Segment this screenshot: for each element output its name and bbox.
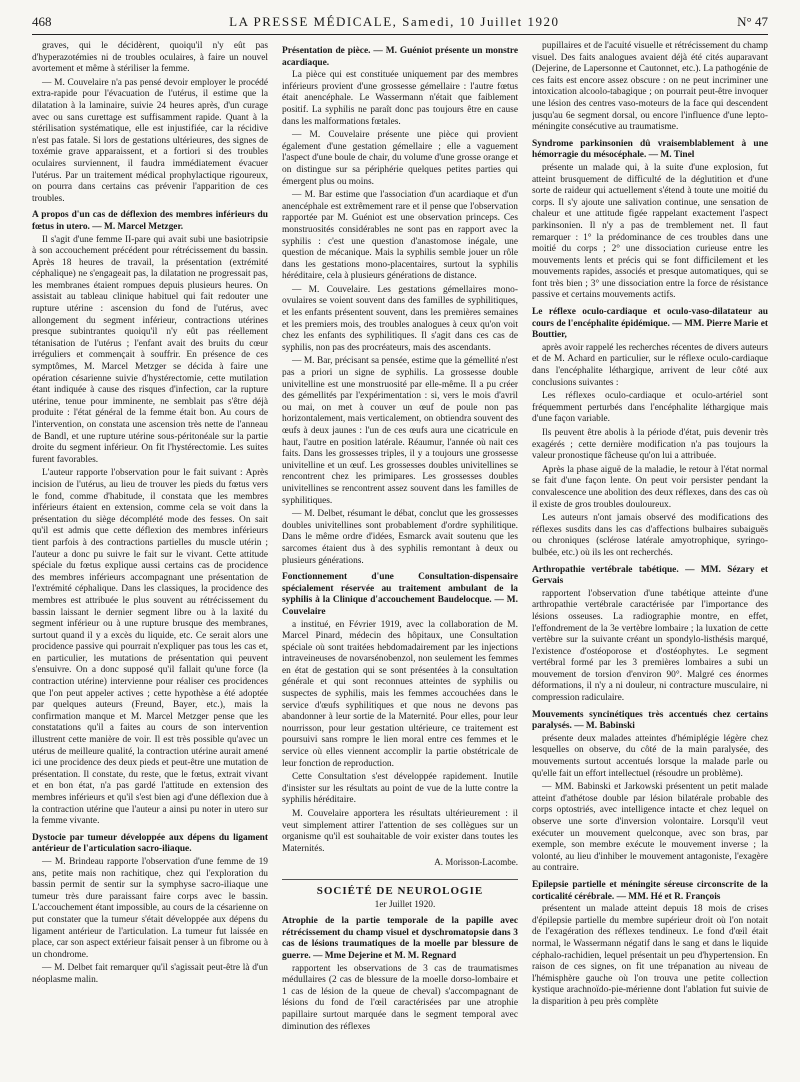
paragraph: graves, qui le décidèrent, quoiqu'il n'y eût pas d'hyperazotémies ni de troubles oculaires, à faire un nouvel avortement et même à stériliser la femme. (32, 41, 268, 75)
paragraph: — MM. Babinski et Jarkowski présentent un petit malade atteint d'athétose double par lésion bilatérale probable des corps optostriés, avec intelligence intacte et chez lequel on observe une sorte d'inversion volontaire. Lorsqu'il veut exécuter un mouvement quelconque, avec son bras, par exemple, son membre exécute le mouvement inverse ; la volonté, au lieu d'inhiber le mouvement antagoniste, l'exagère au contraire. (532, 782, 768, 874)
paragraph: — M. Couvelaire présente une pièce qui provient également d'une gestation gémellaire ; elle a vaguement l'aspect d'une boule de chair, du volume d'une grosse orange et on distingue sur sa périphérie quelques petites parties qui émergent plus ou moins. (282, 130, 518, 187)
paragraph: La pièce qui est constituée uniquement par des membres inférieurs provient d'une grossesse gémellaire : l'autre fœtus était anencéphale. Le Wassermann n'était que faiblement positif. La syphilis ne paraît donc pas toujours être en cause dans les malformations fœtales. (282, 70, 518, 127)
paragraph: — M. Bar estime que l'association d'un acardiaque et d'un anencéphale est extrêmement rare et il pense que l'observation rapportée par M. Guéniot est une observation princeps. Ces monstruosités considérables ne sont pas en rapport avec la syphilis : c'est une question d'anastomose inégale, une question de mécanique. Mais la syphilis semble jouer un rôle dans les gestations mono-placentaires, surtout la syphilis héréditaire, cela à plusieurs générations de distance. (282, 190, 518, 282)
paragraph: a institué, en Février 1919, avec la collaboration de M. Marcel Pinard, médecin des hôpitaux, une Consultation spéciale où sont traitées hebdomadairement par les injections intraveineuses de novarsénobenzol, non seulement les femmes en état de gestation qui se sont présentées à la consultation générale et qui sont reconnues atteintes de syphilis ou suspectes de syphilis, mais les femmes accouchées dans le service d'œufs syphilitiques et que nous ne devons pas abandonner à leur sortie de la Maternité. Pour elles, pour leur nourrisson, pour leur gestation ultérieure, ce traitement est poursuivi sans rompre le lien moral entre ces femmes et le service où elles viennent accomplir la partie obstétricale de leur fonction de reproduction. (282, 619, 518, 769)
article-heading: Le réflexe oculo-cardiaque et oculo-vaso-dilatateur au cours de l'encéphalite épidémique. — MM. Pierre Marie et Bouttier, (532, 307, 768, 341)
page-number: 468 (32, 14, 52, 29)
paragraph: — M. Bar, précisant sa pensée, estime que la gémellité n'est pas a priori un signe de syphilis. La grossesse double univitelline est une monstruosité par elle-même. Il a pu créer des gémellités par l'expérimentation : si, vers le mois d'avril ou mai, on met à couver un œuf de poule non pas horizontalement, mais verticalement, on obtiendra souvent des œufs à deux jaunes : l'un de ces œufs aura une cicatricule en haut, l'autre en position latérale. Réaumur, l'année où nait ces faits. Dans les grossesses triples, il y a toujours une grossesse univitelline et un œuf. Les grossesses doubles univitellines se rencontrent chez les primipares. Les grossesses doubles univitellines se rencontrent assez souvent dans les familles de syphilitiques. (282, 356, 518, 506)
article-heading: Arthropathie vertébrale tabétique. — MM. Sézary et Gervais (532, 564, 768, 587)
paragraph: rapportent l'observation d'une tabétique atteinte d'une arthropathie vertébrale caractérisée par l'importance des lésions osseuses. La radiographie montre, en effet, l'effondrement de la 3e vertèbre lombaire ; la luxation de cette vertèbre sur la suivante créant un spondylo-listhésis marqué, l'existence d'ostéoporose et d'ostéophytes. Le segment vertébral formé par les 3 premières lombaires a subi un mouvement de torsion d'environ 90°. Malgré ces énormes déformations, il n'y a ni douleur, ni contracture musculaire, ni compression radiculaire. (532, 588, 768, 704)
paragraph: — M. Couvelaire. Les gestations gémellaires mono-ovulaires se voient souvent dans des familles de syphilitiques, et les enfants présentent souvent, dans les premières semaines et les premiers mois, des troubles analogues à ceux qu'on voit chez les enfants des syphilitiques. Il s'agit dans ces cas de syphilis, non pas des procréateurs, mais des ascendants. (282, 284, 518, 353)
paragraph: Les auteurs n'ont jamais observé des modifications des réflexes susdits dans les cas d'affections bulbaires subaiguës ou chroniques (sclérose latérale amyotrophique, syringo-bulbée, etc.) où ils les ont recherchés. (532, 513, 768, 558)
article-heading: Syndrome parkinsonien dû vraisemblablement à une hémorragie du mésocéphale. — M. Tinel (532, 138, 768, 161)
paragraph: — M. Delbet fait remarquer qu'il s'agissait peut-être là d'un néoplasme malin. (32, 963, 268, 985)
article-columns (32, 41, 768, 1071)
paragraph: Les réflexes oculo-cardiaque et oculo-artériel sont fréquemment perturbés dans l'encéphalite léthargique mais d'une façon variable. (532, 391, 768, 425)
article-heading: Présentation de pièce. — M. Guéniot présente un monstre acardiaque. (282, 46, 518, 68)
section-date: 1er Juillet 1920. (374, 899, 436, 910)
article-heading: A propos d'un cas de déflexion des membres inférieurs du fœtus in utero. — M. Marcel Metzger. (32, 210, 268, 232)
paragraph: — M. Couvelaire n'a pas pensé devoir employer le procédé extra-rapide pour l'évacuation de l'utérus, il estime que la dilatation à la laminaire, suivie 24 heures après, d'un curage avec ou sans curettage est suffisamment rapide. Quant à la stérilisation systématique, elle est injustifiée, car la récidive n'est pas fatale. Si lors de gestations ultérieures, des signes de toxémie grave apparaissent, et a fortiori si des troubles oculaires surviennent, il faudra immédiatement évacuer l'utérus. Par un traitement médical prophylactique rigoureux, on pourra dans certains cas prévenir l'apparition de ces troubles. (32, 77, 268, 204)
paragraph: Il s'agit d'une femme II-pare qui avait subi une basiotripsie à son accouchement précédent pour rétrécissement du bassin. Après 18 heures de travail, la présentation (extrémité céphalique) ne s'engageait pas, la dilatation ne progressait pas, les membranes étaient rompues depuis plusieurs heures. On assistait au tableau clinique habituel qui fait redouter une rupture utérine : ascension du fond de l'utérus, avec allongement du segment inférieur, contractions utérines presque subintrantes quoiqu'il n'y eût pas réellement tétanisation de l'utérus ; l'enfant avait des bruits du cœur irréguliers et commençait à souffrir. En présence de ces symptômes, M. Marcel Metzger se décida à faire une opération césarienne suivie d'hystérectomie, cette mutilation étant indiquée à cause des risques d'infection, car la rupture utérine, tenue pour imminente, ne semblait pas s'être déjà produite : l'état général de la femme était bon. Au cours de l'intervention, on constata une ascension très nette de l'anneau de Bandl, et une rupture utérine sous-péritonéale sur la partie droite du segment inférieur. On fit l'hystérectomie. Les suites furent favorables. (32, 234, 268, 465)
paragraph: présente un malade qui, à la suite d'une explosion, fut atteint brusquement de difficulté de la déglutition et d'une sorte de raideur qui actuellement s'étend à toute une moitié du corps. Il s'y ajoute une salivation continue, une sensation de chaleur et une attitude figée rappelant exactement l'aspect parkinsonien. Il n'y a pas de tremblement net. Il faut remarquer : 1° la prédominance de ces troubles dans une moitié du corps ; 2° une dissociation curieuse entre les mouvements lents et précis qui se font difficilement et les mouvements rapides, associés et presque automatiques, qui se font très bien ; 3° une dissociation entre la force de résistance passive et certains mouvements actifs. (532, 162, 768, 301)
paragraph: Cette Consultation s'est développée rapidement. Inutile d'insister sur les résultats au point de vue de la lutte contre la syphilis héréditaire. (282, 772, 518, 806)
column-2 (282, 41, 518, 1071)
paragraph: rapportent les observations de 3 cas de traumatismes médullaires (2 cas de blessure de la moelle dorso-lombaire et 1 cas de lésion de la queue de cheval) s'accompagnant de lésions du fond de l'œil caractérisées par une atrophie papillaire surtout marquée dans le segment temporal avec diminution des réflexes (282, 963, 518, 1032)
article-heading: Fonctionnement d'une Consultation-dispensaire spécialement réservée au traitement ambulant de la syphilis à la Clinique d'accouchement Baudelocque. — M. Couvelaire (282, 572, 518, 617)
article-heading: Mouvements syncinétiques très accentués chez certains paralysés. — M. Babinski (532, 709, 768, 732)
article-heading: Dystocie par tumeur développée aux dépens du ligament antérieur de l'articulation sacro-iliaque. (32, 832, 268, 855)
paragraph: pupillaires et de l'acuité visuelle et rétrécissement du champ visuel. Des faits analogues avaient déjà été cités auparavant (Dejerine, de Lapersonne et Cautonnet, etc.). La pathogénie de ces faits est encore assez obscure : on ne peut incriminer une intoxication alcoolo-tabagique ; on pourrait peut-être invoquer une lésion des centres vaso-moteurs de la face qui descendent jusqu'au 6e segment dorsal, ou encore l'influence d'une lepto-méningite consécutive au traumatisme. (532, 41, 768, 133)
paragraph: présentent un malade atteint depuis 18 mois de crises d'épilepsie partielle du membre supérieur droit où l'on notait de l'exagération des réflexes tendineux. Le fond d'œil était normal, le Wassermann négatif dans le sang et dans le liquide céphalo-rachidien, lequel présentait un peu d'hypertension. En raison de ces signes, on fit une trépanation au niveau de l'hémisphère gauche où l'on trouva une petite collection kystique arachnoïdo-pie-mérienne dont l'ablation fut suivie de la disparition à peu près complète (532, 904, 768, 1007)
article-heading: Atrophie de la partie temporale de la papille avec rétrécissement du champ visuel et dyschromatopsie dans 3 cas de lésions traumatiques de la moelle par blessure de guerre. — Mme Dejerine et M. M. Regnard (282, 916, 518, 961)
paragraph: Après la phase aiguë de la maladie, le retour à l'état normal se fait d'une façon lente. On peut voir persister pendant la convalescence une abolition des deux réflexes, dans des cas où il existe de gros troubles douloureux. (532, 464, 768, 510)
author-signature: A. Morisson-Lacombe. (434, 857, 518, 868)
column-3 (532, 41, 768, 1071)
paragraph: Ils peuvent être abolis à la période d'état, puis devenir très exagérés ; cette dernière modification n'a pas toujours la valeur pronostique fâcheuse qu'on lui a attribuée. (532, 428, 768, 462)
paragraph: L'auteur rapporte l'observation pour le fait suivant : Après incision de l'utérus, au lieu de trouver les pieds du fœtus vers le fond, comme d'habitude, il constata que les membres inférieurs étaient en extension, comme cela se voit dans la présentation du siège décomplété mode des fesses. On sait qu'il est admis que cette déflexion des membres inférieurs tient parfois à des contractions partielles du muscle utérin ; l'auteur a donc pu suivre le fait sur le vivant. Cette attitude spéciale du fœtus explique aussi certains cas de procidence des membres inférieurs accompagnant une présentation de l'extrémité céphalique. Dans les classiques, la procidence des membres est attribuée le plus souvent au rétrécissement du bassin laissant le dernier segment libre ou à la laxité du segment inférieur ou à une rupture brusque des membranes, surtout quand il y a excès du liquide, etc. Ce serait alors une procidence passive qui pourrait n'expliquer pas tous les cas et, en particulier, les mutations de présentation qui peuvent s'ensuivre. On a donc supposé qu'il fallait qu'une force (la contraction utérine) intervienne pour réaliser ces procidences que l'on peut appeler actives ; cette hypothèse a été adoptée par quelques auteurs (Freund, Bayer, etc.), mais la confirmation manque et M. Marcel Metzger pense que les constatations qu'il a faites au cours de son intervention illustrent cette manière de voir. Il est très possible qu'avec un utérus de meilleure qualité, la contraction utérine aurait amené ici une procidence des deux pieds et peut-être une mutation de présentation. Il constate, du reste, que le fœtus, extrait vivant et en bon état, n'a pas gardé l'attitude en extension des membres inférieurs et qu'il s'est bien agi d'une déflexion due à la contraction utérine que l'auteur a ainsi pu noter in utero sur la femme vivante. (32, 468, 268, 827)
column-1 (32, 41, 268, 1071)
paragraph: — M. Brindeau rapporte l'observation d'une femme de 19 ans, petite mais non rachitique, chez qui l'exploration du bassin permit de sentir sur la symphyse sacro-iliaque une tumeur très dure paraissant faire corps avec le bassin. L'accouchement étant impossible, au cours de la césarienne on put constater que la tumeur s'était développée aux dépens du ligament antérieur de l'articulation. La tumeur fut laissée en place, car son aspect extérieur faisait penser à un fibrome ou à un chondrome. (32, 856, 268, 960)
section-title: SOCIÉTÉ DE NEUROLOGIE (282, 879, 518, 898)
paragraph: après avoir rappelé les recherches récentes de divers auteurs et de M. Achard en particulier, sur le réflexe oculo-cardiaque dans l'encéphalite léthargique, arrivent de leur côté aux conclusions suivantes : (532, 342, 768, 388)
issue-number: N° 47 (737, 14, 768, 29)
page-header (32, 14, 768, 35)
paragraph: présente deux malades atteintes d'hémiplégie légère chez lesquelles on observe, du côté de la main paralysée, des mouvements surtout accentués lorsque la malade parle ou qu'elle fait un effort intellectuel (résoudre un problème). (532, 733, 768, 779)
article-heading: Epilepsie partielle et méningite séreuse circonscrite de la corticalité cérébrale. — MM. Hé et R. François (532, 879, 768, 902)
paragraph: M. Couvelaire apportera les résultats ultérieurement : il veut simplement attirer l'attention de ses collègues sur un organisme qu'il est souhaitable de voir exister dans toutes les Maternités. (282, 809, 518, 854)
journal-title: LA PRESSE MÉDICALE, Samedi, 10 Juillet 1920 (229, 14, 560, 29)
paragraph: — M. Delbet, résumant le débat, conclut que les grossesses doubles univitellines sont probablement d'ordre syphilitique. Dans le même ordre d'idées, Esmarck avait soutenu que les sarcomes étaient dus à des syphilis remontant à deux ou plusieurs générations. (282, 509, 518, 566)
